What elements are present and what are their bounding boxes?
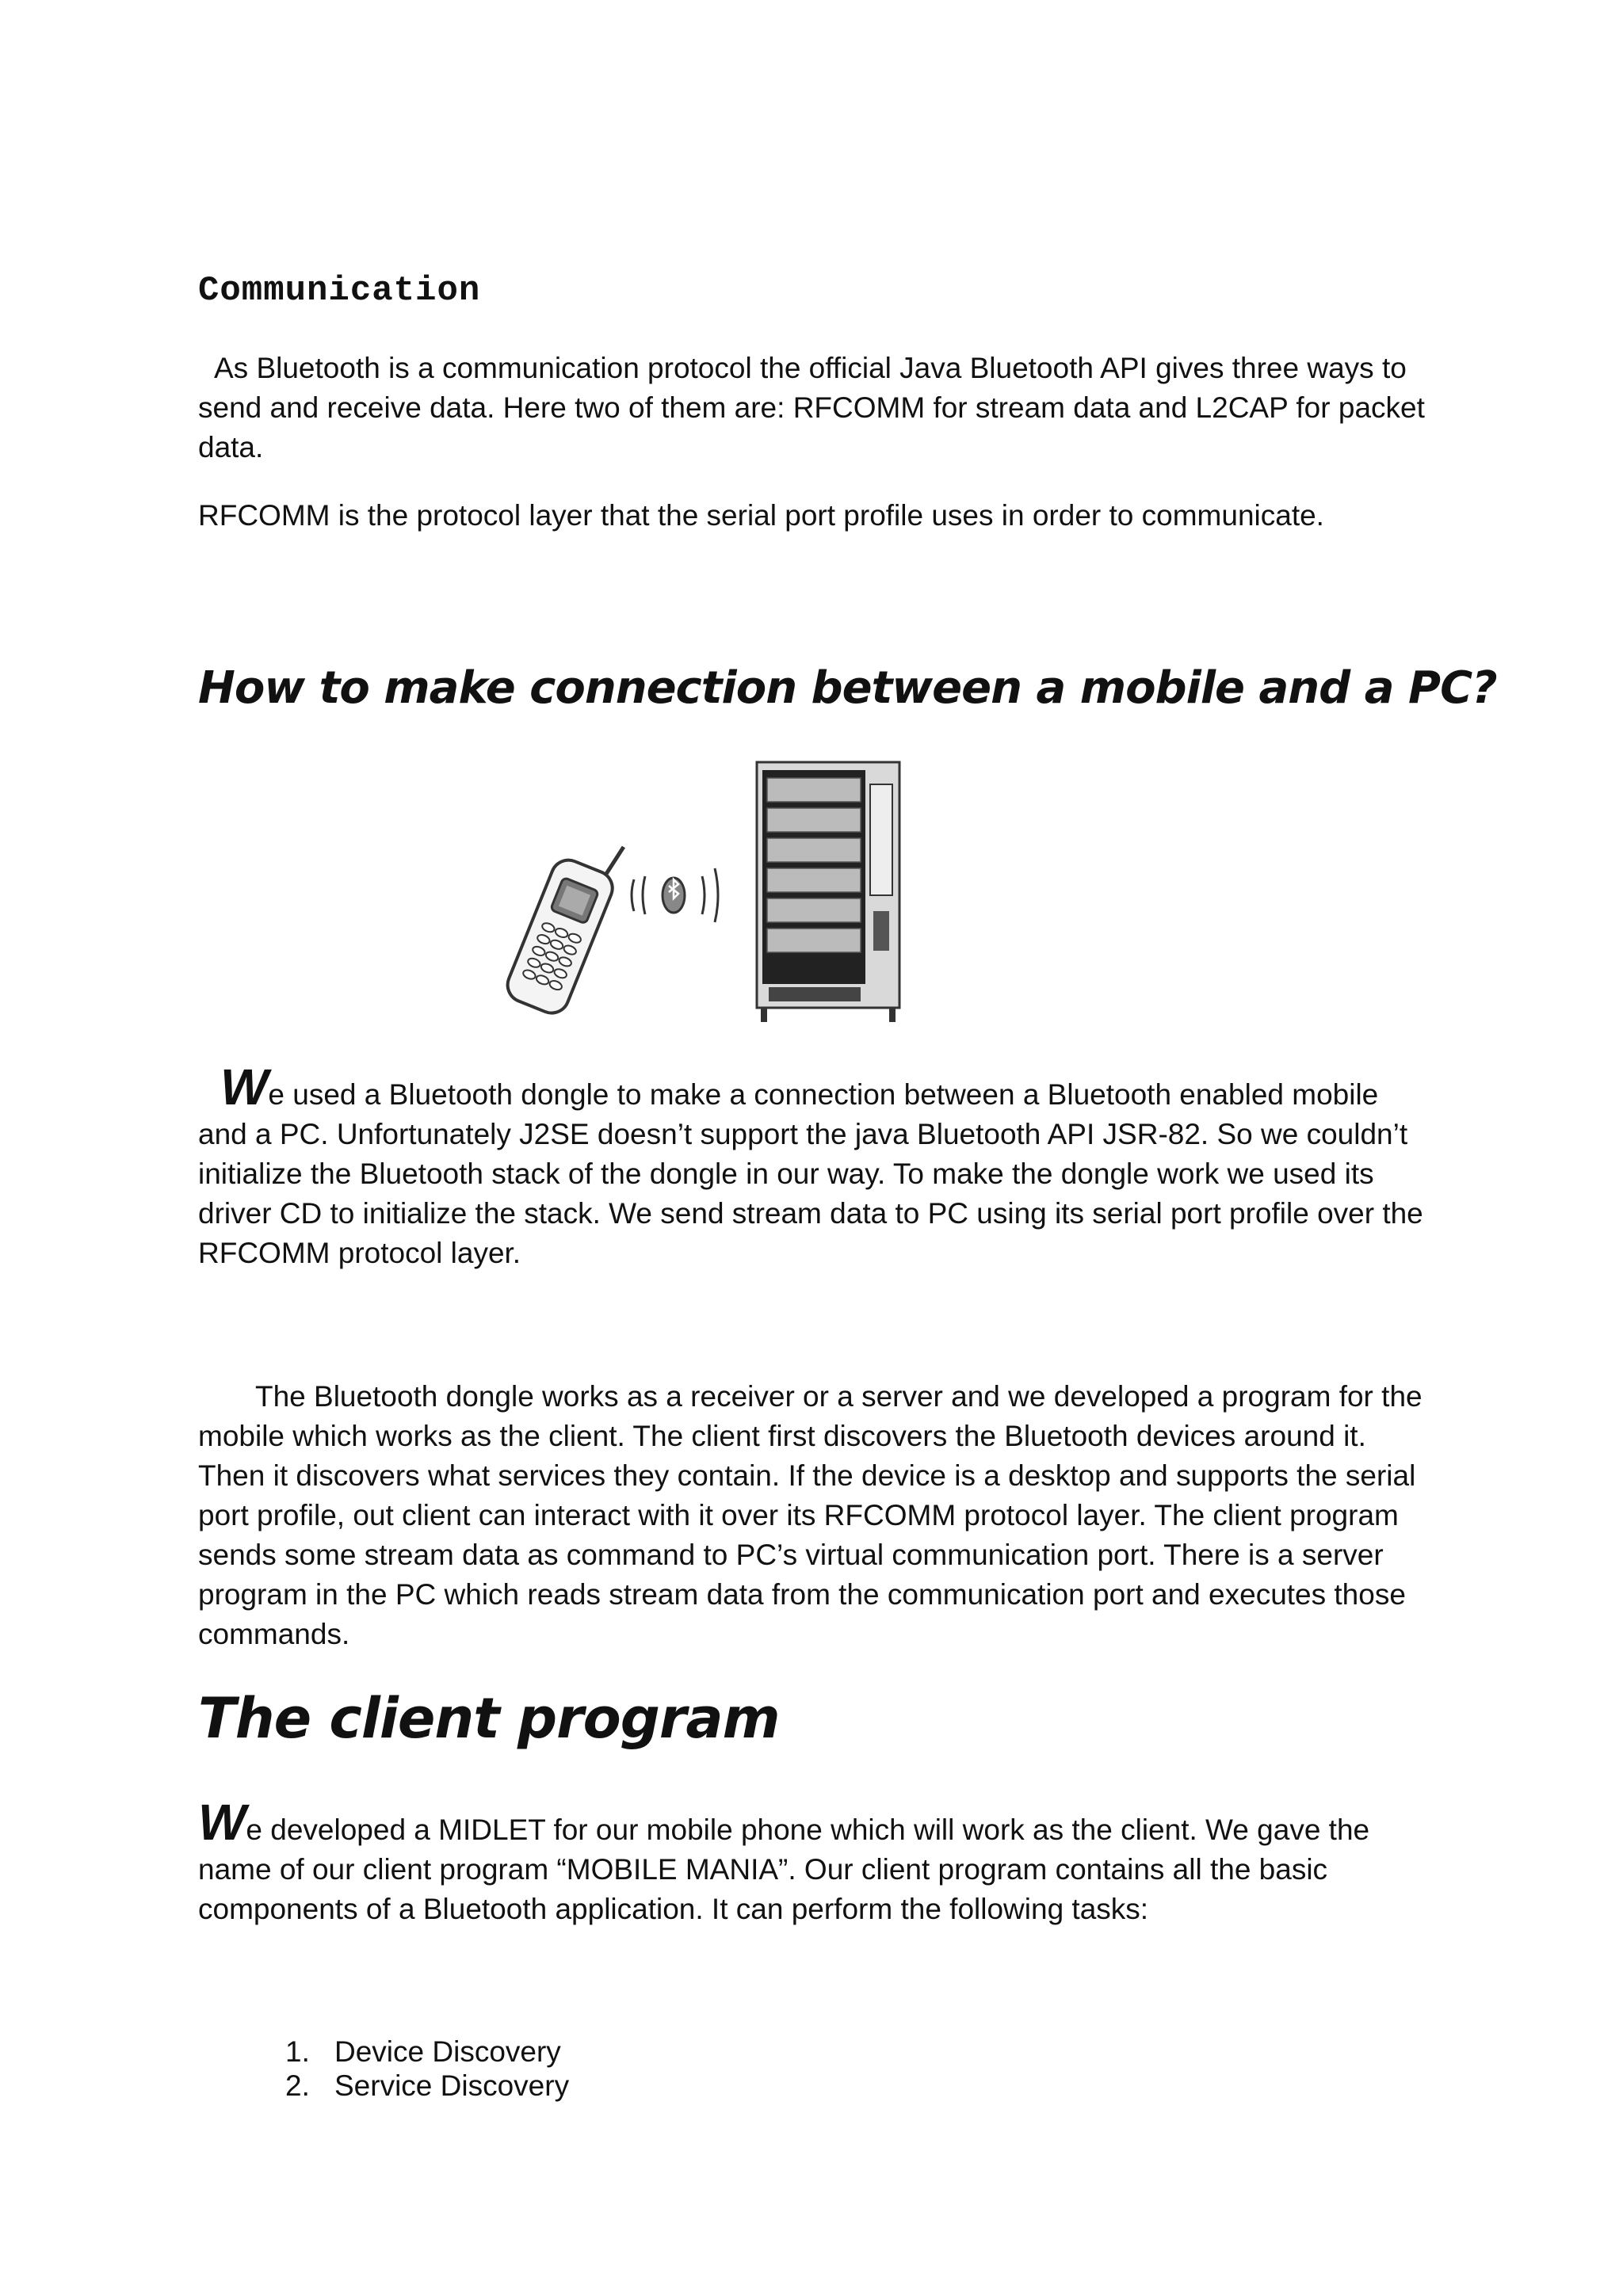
dropcap-letter: W [198,1794,246,1851]
connection-paragraph-1-text: e used a Bluetooth dongle to make a connection between a Bluetooth enabled mobile and a PC. Unfortunately J2SE doesn’t support the java Bluetooth API JSR-82. So we couldn’t initialize the Bluetooth stack of the dongle in our way. To make the dongle work we used its driver CD to initialize the stack. We send stream data to PC using its serial port profile over the RFCOMM protocol layer. [198,1078,1423,1269]
mobile-to-machine-illustration [483,753,927,1030]
connection-paragraph-2: The Bluetooth dongle works as a receiver or a server and we developed a program for the mobile which works as the client. The client first discovers the Bluetooth devices around it. Then it discovers what services they contain. If the device is a desktop and supports the serial port profile, out client can interact with it over its RFCOMM protocol layer. The client program sends some stream data as command to PC’s virtual communication port. There is a server program in the PC which reads stream data from the communication port and executes those commands. [198,1380,1423,1650]
vending-machine-icon [757,762,899,1022]
list-item-number: 2. [285,2069,310,2102]
list-item [285,2035,569,2069]
client-paragraph-1-text: e developed a MIDLET for our mobile phone which will work as the client. We gave the name of our client program “MOBILE MANIA”. Our client program contains all the basic components of a Bluetooth application. It can perform the following tasks: [198,1814,1370,1925]
communication-heading: Communication [198,271,481,311]
client-paragraph-1 [198,1794,1434,1929]
communication-paragraph-2: RFCOMM is the protocol layer that the serial port profile uses in order to communicate. [198,499,1324,532]
list-item-label: Device Discovery [334,2035,561,2068]
connection-heading: How to make connection between a mobile and a PC? [198,662,1497,714]
list-item [285,2069,569,2103]
communication-paragraph-1: As Bluetooth is a communication protocol the official Java Bluetooth API gives three ways to send and receive data. Here two of them are: RFCOMM for stream data and L2CAP for packet data. [198,352,1425,463]
list-item-label: Service Discovery [334,2069,570,2102]
connection-paragraph-1 [198,1058,1434,1273]
bluetooth-icon [632,868,718,922]
list-item-number: 1. [285,2035,310,2068]
mobile-phone-icon [502,826,629,1018]
client-program-heading: The client program [198,1686,780,1751]
task-list [285,2035,569,2103]
dropcap-letter: W [220,1058,269,1116]
